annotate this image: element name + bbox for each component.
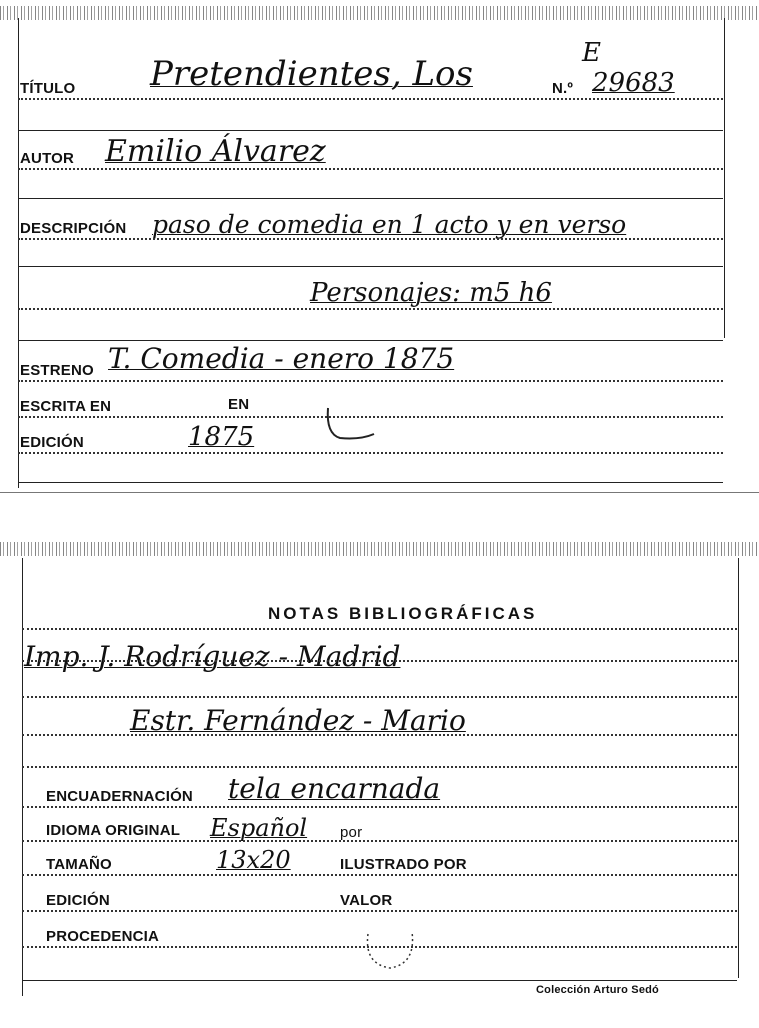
numero-label: N.º: [552, 80, 574, 97]
tamano-label: TAMAÑO: [46, 856, 112, 873]
collection-footer: Colección Arturo Sedó: [536, 984, 659, 996]
cut-line: [0, 492, 759, 493]
note-line-2: Estr. Fernández - Mario: [130, 704, 466, 737]
descripcion-value-line2: Personajes: m5 h6: [310, 278, 552, 308]
numero-value: 29683: [592, 68, 675, 98]
edicion-value: 1875: [188, 422, 255, 452]
escrita-en-label: ESCRITA EN: [20, 398, 112, 415]
card-border-left: [22, 558, 23, 996]
encuadernacion-value: tela encarnada: [228, 772, 441, 805]
estreno-label: ESTRENO: [20, 362, 94, 379]
punch-hole-icon: [360, 924, 420, 974]
estreno-value: T. Comedia - enero 1875: [108, 342, 455, 375]
autor-value: Emilio Álvarez: [105, 134, 326, 169]
scan-noise: [0, 6, 759, 20]
titulo-label: TÍTULO: [20, 80, 76, 97]
corner-mark: E: [582, 38, 601, 68]
por-label: por: [340, 824, 363, 841]
card-border-right: [724, 18, 725, 338]
tamano-value: 13x20: [216, 846, 291, 874]
note-line-1: Imp. J. Rodríguez - Madrid: [24, 640, 401, 673]
idioma-value: Español: [210, 814, 308, 842]
ilustrado-label: ILUSTRADO POR: [340, 856, 467, 873]
autor-label: AUTOR: [20, 150, 75, 167]
en-label: EN: [228, 396, 250, 413]
descripcion-label: DESCRIPCIÓN: [20, 220, 127, 237]
procedencia-label: PROCEDENCIA: [46, 928, 160, 945]
card-border-right: [738, 558, 739, 978]
notas-heading: NOTAS BIBLIOGRÁFICAS: [268, 604, 538, 623]
valor-label: VALOR: [340, 892, 393, 909]
idioma-label: IDIOMA ORIGINAL: [46, 822, 181, 839]
pen-stroke-icon: [320, 404, 380, 444]
encuadernacion-label: ENCUADERNACIÓN: [46, 788, 193, 805]
catalog-card-top: [0, 0, 759, 495]
scan-noise: [0, 542, 759, 556]
titulo-value: Pretendientes, Los: [150, 54, 473, 94]
edicion-label: EDICIÓN: [20, 434, 84, 451]
descripcion-value: paso de comedia en 1 acto y en verso: [152, 210, 627, 239]
edicion-label: EDICIÓN: [46, 892, 110, 909]
catalog-card-bottom: [0, 540, 759, 1028]
